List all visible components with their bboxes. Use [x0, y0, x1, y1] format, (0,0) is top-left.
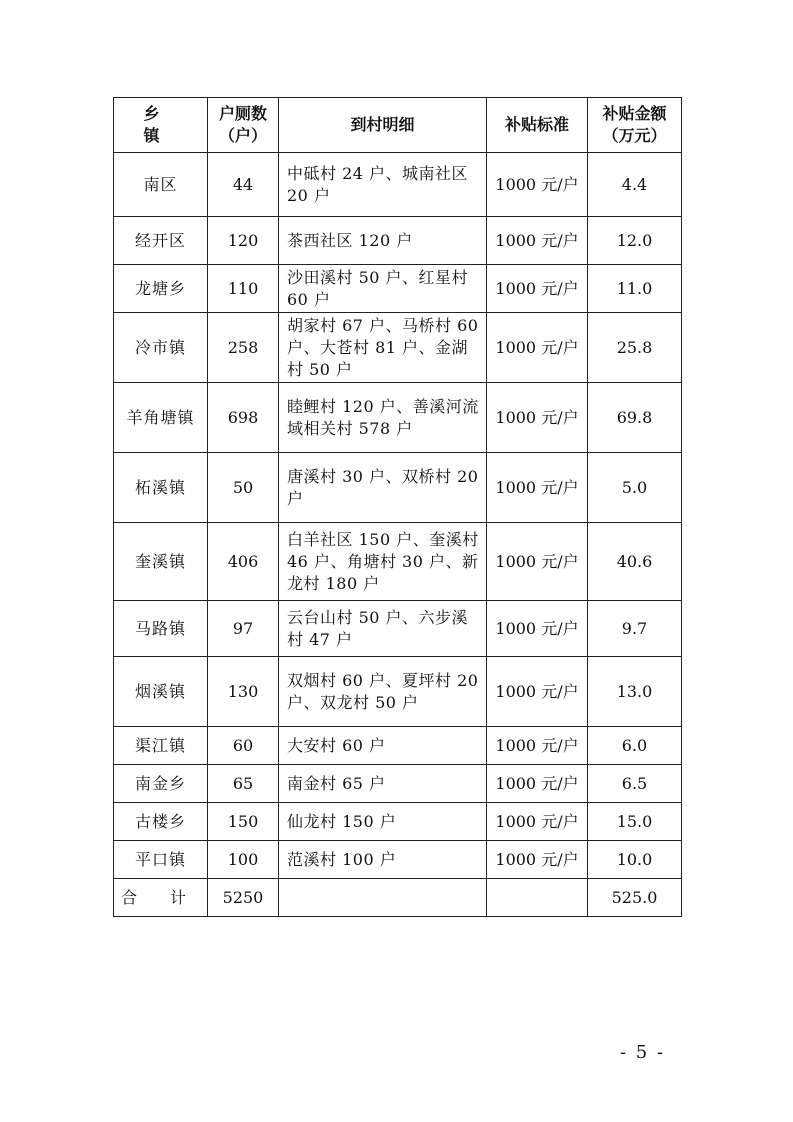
amount-cell: 4.4 [588, 153, 682, 217]
count-cell: 60 [208, 727, 279, 765]
count-cell: 50 [208, 453, 279, 523]
count-cell: 65 [208, 765, 279, 803]
table-row [114, 601, 682, 657]
amount-cell: 9.7 [588, 601, 682, 657]
table-row [114, 841, 682, 879]
header-subsidy-standard: 补贴标准 [487, 98, 588, 153]
town-cell: 羊角塘镇 [114, 383, 208, 453]
detail-cell: 唐溪村 30 户、双桥村 20 户 [279, 453, 487, 523]
total-detail-cell [279, 879, 487, 917]
detail-cell: 胡家村 67 户、马桥村 60 户、大苍村 81 户、金湖村 50 户 [279, 313, 487, 383]
standard-cell: 1000 元/户 [487, 153, 588, 217]
amount-cell: 5.0 [588, 453, 682, 523]
total-standard-cell [487, 879, 588, 917]
amount-cell: 6.0 [588, 727, 682, 765]
town-cell: 南区 [114, 153, 208, 217]
amount-cell: 15.0 [588, 803, 682, 841]
standard-cell: 1000 元/户 [487, 765, 588, 803]
detail-cell: 睦鲤村 120 户、善溪河流域相关村 578 户 [279, 383, 487, 453]
total-count-cell: 5250 [208, 879, 279, 917]
subsidy-table [113, 97, 682, 917]
detail-cell: 南金村 65 户 [279, 765, 487, 803]
standard-cell: 1000 元/户 [487, 453, 588, 523]
count-cell: 150 [208, 803, 279, 841]
count-cell: 120 [208, 217, 279, 265]
amount-cell: 10.0 [588, 841, 682, 879]
town-cell: 南金乡 [114, 765, 208, 803]
page-number: - 5 - [620, 1042, 666, 1063]
count-cell: 110 [208, 265, 279, 313]
town-cell: 冷市镇 [114, 313, 208, 383]
table-row [114, 453, 682, 523]
detail-cell: 仙龙村 150 户 [279, 803, 487, 841]
detail-cell: 云台山村 50 户、六步溪村 47 户 [279, 601, 487, 657]
town-cell: 古楼乡 [114, 803, 208, 841]
count-cell: 258 [208, 313, 279, 383]
table-row [114, 523, 682, 601]
table-row [114, 313, 682, 383]
town-cell: 柘溪镇 [114, 453, 208, 523]
amount-cell: 11.0 [588, 265, 682, 313]
amount-cell: 13.0 [588, 657, 682, 727]
count-cell: 100 [208, 841, 279, 879]
standard-cell: 1000 元/户 [487, 265, 588, 313]
standard-cell: 1000 元/户 [487, 383, 588, 453]
standard-cell: 1000 元/户 [487, 803, 588, 841]
total-label-cell: 合 计 [114, 879, 208, 917]
header-toilet-count: 户厕数 （户） [208, 98, 279, 153]
amount-cell: 12.0 [588, 217, 682, 265]
count-cell: 698 [208, 383, 279, 453]
detail-cell: 大安村 60 户 [279, 727, 487, 765]
detail-cell: 范溪村 100 户 [279, 841, 487, 879]
table-body [114, 153, 682, 917]
town-cell: 经开区 [114, 217, 208, 265]
standard-cell: 1000 元/户 [487, 657, 588, 727]
table-row [114, 803, 682, 841]
standard-cell: 1000 元/户 [487, 217, 588, 265]
header-subsidy-amount: 补贴金额 （万元） [588, 98, 682, 153]
detail-cell: 白羊社区 150 户、奎溪村 46 户、角塘村 30 户、新龙村 180 户 [279, 523, 487, 601]
town-cell: 龙塘乡 [114, 265, 208, 313]
town-cell: 烟溪镇 [114, 657, 208, 727]
table-row [114, 265, 682, 313]
standard-cell: 1000 元/户 [487, 523, 588, 601]
table-row [114, 765, 682, 803]
count-cell: 406 [208, 523, 279, 601]
amount-cell: 40.6 [588, 523, 682, 601]
town-cell: 平口镇 [114, 841, 208, 879]
table-row [114, 727, 682, 765]
header-row [114, 98, 682, 153]
standard-cell: 1000 元/户 [487, 313, 588, 383]
standard-cell: 1000 元/户 [487, 601, 588, 657]
header-town: 乡 镇 [114, 98, 208, 153]
town-cell: 马路镇 [114, 601, 208, 657]
detail-cell: 茶西社区 120 户 [279, 217, 487, 265]
count-cell: 44 [208, 153, 279, 217]
standard-cell: 1000 元/户 [487, 841, 588, 879]
standard-cell: 1000 元/户 [487, 727, 588, 765]
detail-cell: 沙田溪村 50 户、红星村 60 户 [279, 265, 487, 313]
detail-cell: 双烟村 60 户、夏坪村 20 户、双龙村 50 户 [279, 657, 487, 727]
total-amount-cell: 525.0 [588, 879, 682, 917]
table-row [114, 153, 682, 217]
count-cell: 130 [208, 657, 279, 727]
table-row [114, 657, 682, 727]
amount-cell: 25.8 [588, 313, 682, 383]
count-cell: 97 [208, 601, 279, 657]
detail-cell: 中砥村 24 户、城南社区 20 户 [279, 153, 487, 217]
town-cell: 渠江镇 [114, 727, 208, 765]
amount-cell: 69.8 [588, 383, 682, 453]
header-village-detail: 到村明细 [279, 98, 487, 153]
total-row [114, 879, 682, 917]
table-row [114, 217, 682, 265]
table-row [114, 383, 682, 453]
amount-cell: 6.5 [588, 765, 682, 803]
town-cell: 奎溪镇 [114, 523, 208, 601]
